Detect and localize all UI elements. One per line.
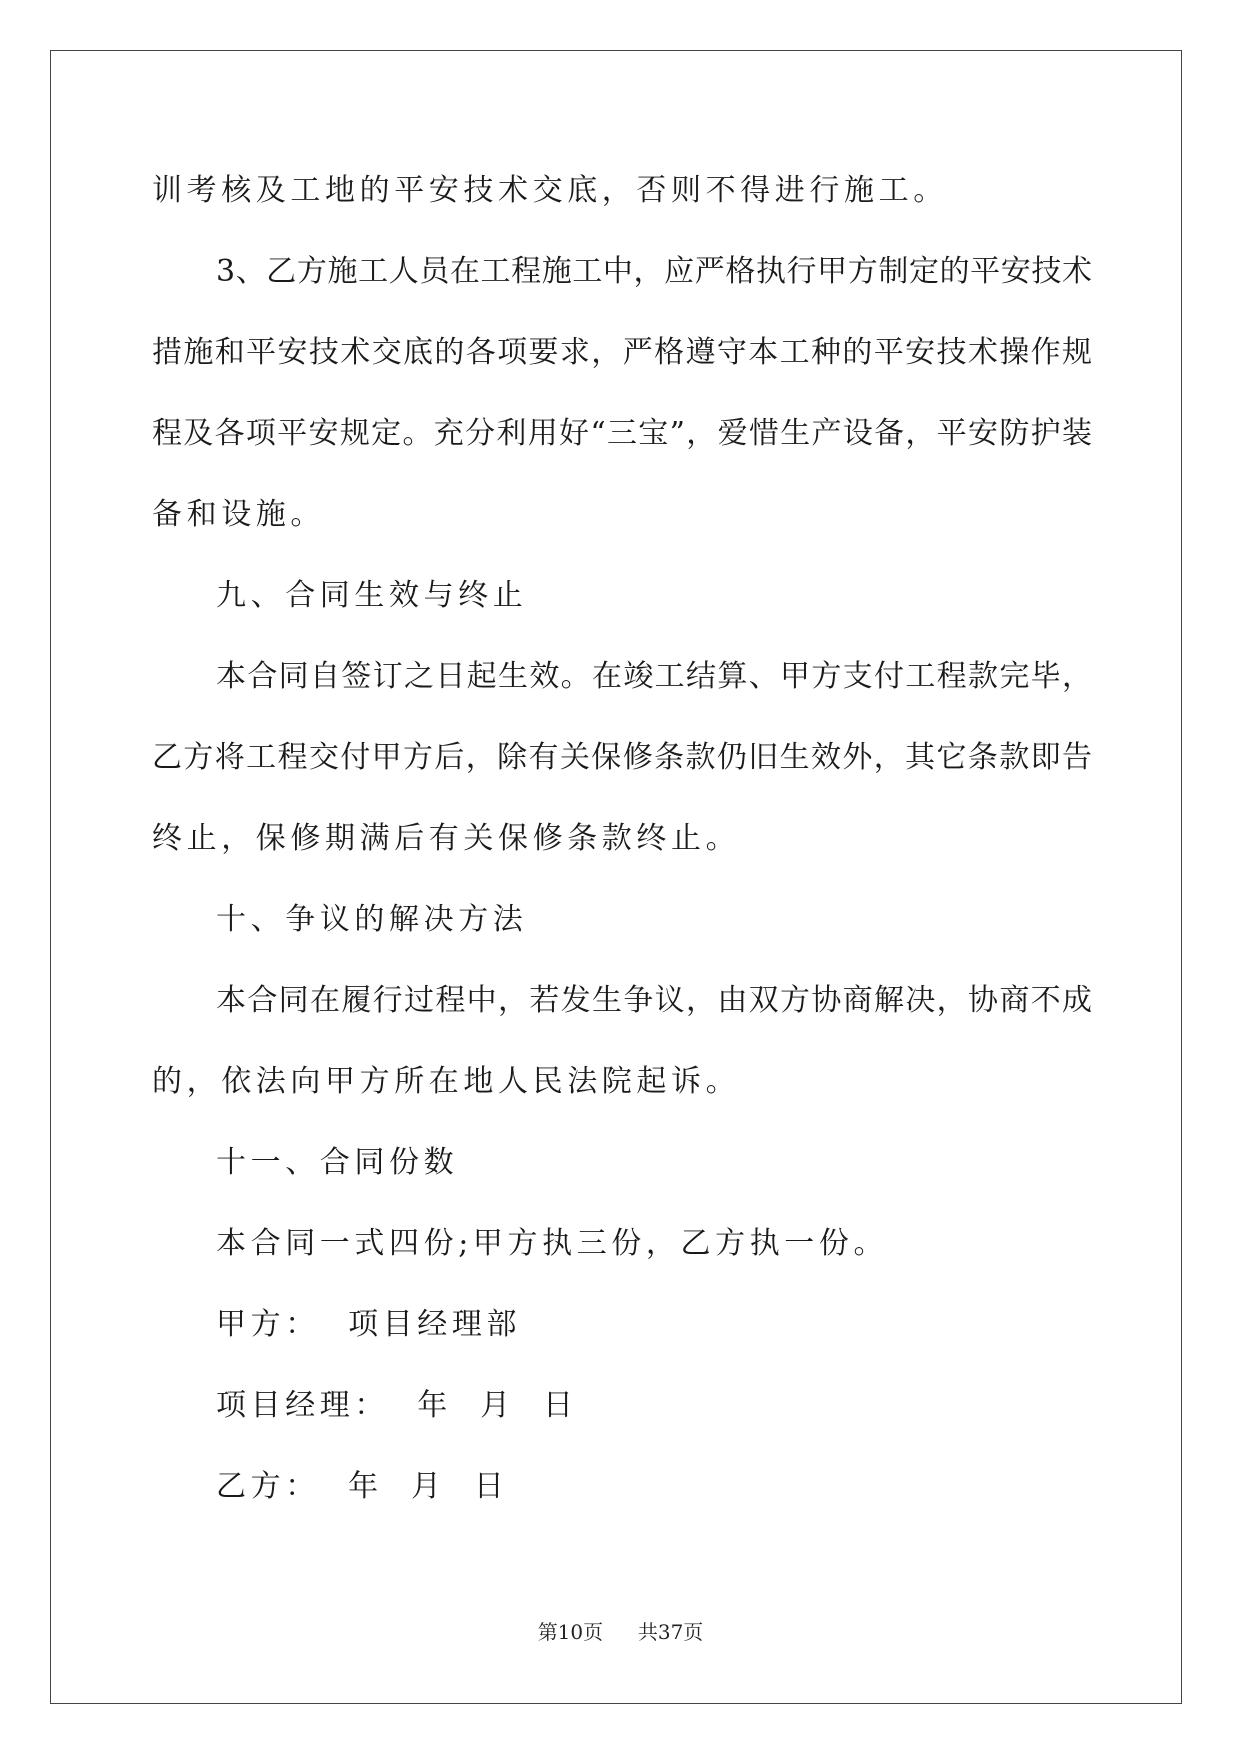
text-line: 3、乙方施工人员在工程施工中，应严格执行甲方制定的平安技术 xyxy=(216,254,1092,289)
text-line: 措施和平安技术交底的各项要求，严格遵守本工种的平安技术操作规 xyxy=(152,335,1092,370)
section-heading: 十一、合同份数 xyxy=(216,1145,459,1180)
page-total: 共37页 xyxy=(637,1620,704,1644)
signature-party-b: 乙方： 年 月 日 xyxy=(216,1469,509,1504)
text-line: 终止，保修期满后有关保修条款终止。 xyxy=(152,821,741,856)
text-line: 乙方将工程交付甲方后，除有关保修条款仍旧生效外，其它条款即告 xyxy=(152,740,1092,775)
signature-project-manager: 项目经理： 年 月 日 xyxy=(216,1388,578,1423)
text-line: 本合同一式四份;甲方执三份，乙方执一份。 xyxy=(216,1226,889,1261)
section-heading: 十、争议的解决方法 xyxy=(216,902,528,937)
text-line: 训考核及工地的平安技术交底，否则不得进行施工。 xyxy=(152,173,948,208)
text-line: 本合同在履行过程中，若发生争议，由双方协商解决，协商不成 xyxy=(216,983,1092,1018)
text-line: 本合同自签订之日起生效。在竣工结算、甲方支付工程款完毕， xyxy=(216,659,1092,694)
section-heading: 九、合同生效与终止 xyxy=(216,578,528,613)
text-line: 备和设施。 xyxy=(152,497,325,532)
page-footer xyxy=(0,1616,1241,1645)
text-line: 的，依法向甲方所在地人民法院起诉。 xyxy=(152,1064,741,1099)
document-body xyxy=(152,150,1092,1527)
page-number: 第10页 xyxy=(537,1620,604,1644)
text-line: 程及各项平安规定。充分利用好“三宝”，爱惜生产设备，平安防护装 xyxy=(152,416,1092,451)
signature-party-a: 甲方： 项目经理部 xyxy=(216,1307,522,1342)
